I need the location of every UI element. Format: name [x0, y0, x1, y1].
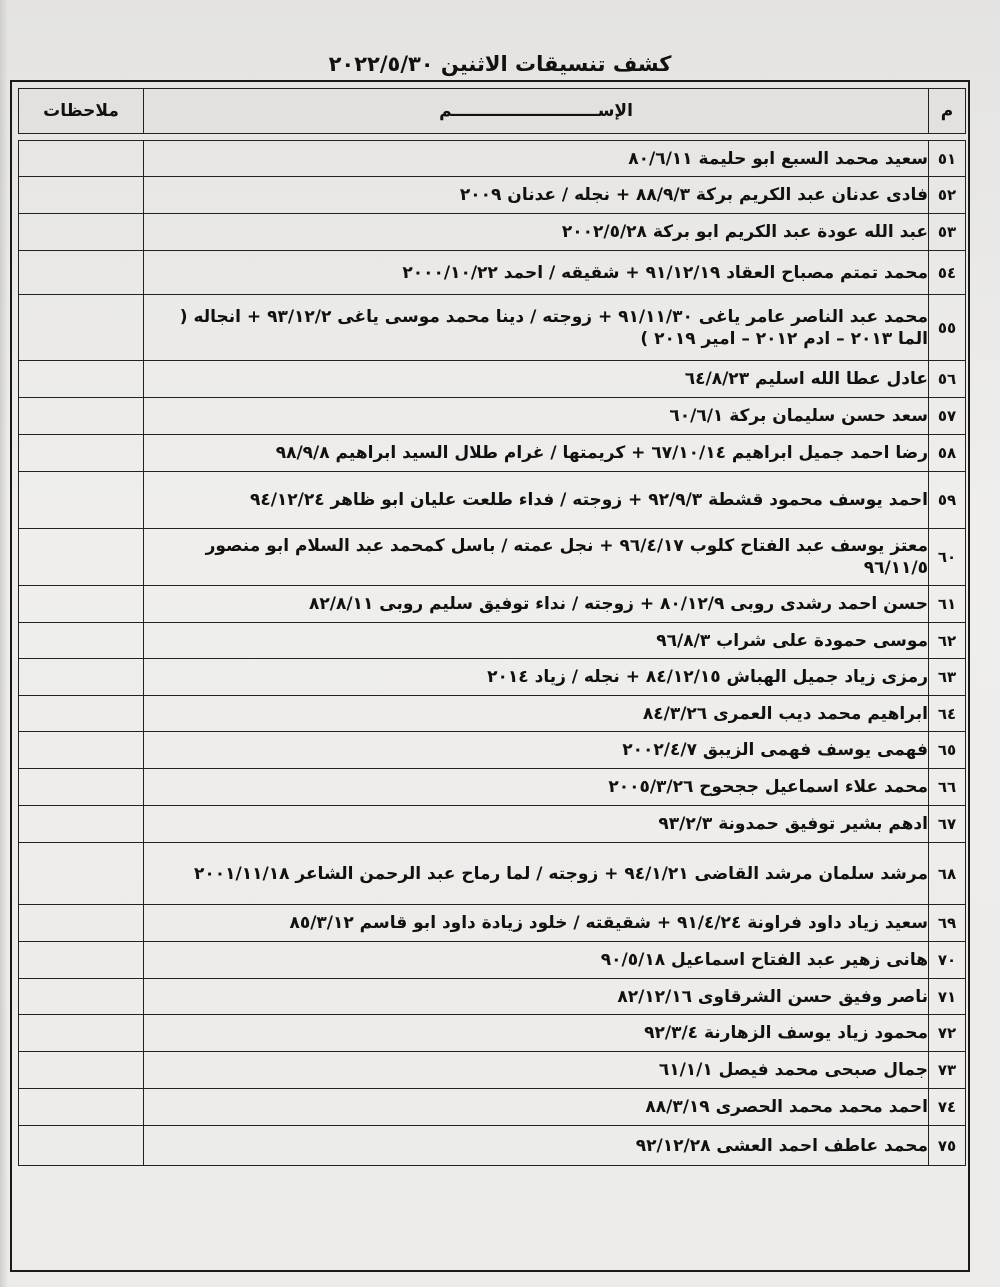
row-notes: [19, 696, 144, 732]
table-row: [19, 1089, 966, 1126]
table-row: [19, 295, 966, 361]
row-name: معتز يوسف عبد الفتاح كلوب ٩٦/٤/١٧ + نجل عمته / باسل كمحمد عبد السلام ابو منصور ٩٦/١١/٥: [144, 529, 929, 586]
row-name: عبد الله عودة عبد الكريم ابو بركة ٢٠٠٢/٥/٢٨: [144, 214, 929, 251]
row-notes: [19, 905, 144, 942]
table-row: [19, 361, 966, 398]
row-name: سعيد محمد السبع ابو حليمة ٨٠/٦/١١: [144, 141, 929, 177]
row-notes: [19, 659, 144, 696]
row-notes: [19, 623, 144, 659]
row-number: ٧٣: [929, 1052, 966, 1089]
row-name: ادهم بشير توفيق حمدونة ٩٣/٢/٣: [144, 806, 929, 843]
row-notes: [19, 1089, 144, 1126]
table-row: [19, 398, 966, 435]
row-number: ٦٧: [929, 806, 966, 843]
table-row: [19, 251, 966, 295]
table-row: [19, 769, 966, 806]
table-row: [19, 979, 966, 1015]
row-name: احمد يوسف محمود قشطة ٩٢/٩/٣ + زوجته / فداء طلعت عليان ابو ظاهر ٩٤/١٢/٢٤: [144, 472, 929, 529]
row-notes: [19, 843, 144, 905]
row-notes: [19, 472, 144, 529]
table-row: [19, 843, 966, 905]
row-number: ٥٢: [929, 177, 966, 214]
row-name: رضا احمد جميل ابراهيم ٦٧/١٠/١٤ + كريمتها / غرام طلال السيد ابراهيم ٩٨/٩/٨: [144, 435, 929, 472]
table-row: [19, 1015, 966, 1052]
row-notes: [19, 1015, 144, 1052]
row-notes: [19, 177, 144, 214]
row-notes: [19, 942, 144, 979]
row-name: ابراهيم محمد ديب العمرى ٨٤/٣/٢٦: [144, 696, 929, 732]
row-name: فادى عدنان عبد الكريم بركة ٨٨/٩/٣ + نجله / عدنان ٢٠٠٩: [144, 177, 929, 214]
page-edge-shadow: [0, 0, 8, 1287]
table-row: [19, 732, 966, 769]
row-name: محمد عبد الناصر عامر ياغى ٩١/١١/٣٠ + زوجته / دينا محمد موسى ياغى ٩٣/١٢/٢ + انجاله ( الما ٢٠١٣ – ادم ٢٠١٢ – امير ٢٠١٩ ): [144, 295, 929, 361]
table-row: [19, 1126, 966, 1166]
row-name: محمد علاء اسماعيل ججحوح ٢٠٠٥/٣/٢٦: [144, 769, 929, 806]
row-name: سعيد زياد داود فراونة ٩١/٤/٢٤ + شقيقته / خلود زيادة داود ابو قاسم ٨٥/٣/١٢: [144, 905, 929, 942]
row-number: ٦٣: [929, 659, 966, 696]
row-notes: [19, 361, 144, 398]
row-notes: [19, 435, 144, 472]
row-number: ٥٦: [929, 361, 966, 398]
row-notes: [19, 1126, 144, 1166]
table-row: [19, 696, 966, 732]
table-row: [19, 472, 966, 529]
row-number: ٦٩: [929, 905, 966, 942]
table-row: [19, 529, 966, 586]
document-title: كشف تنسيقات الاثنين ٢٠٢٢/٥/٣٠: [328, 52, 672, 76]
header-name: الإســـــــــــــــــــــــــم: [144, 89, 929, 134]
row-notes: [19, 1052, 144, 1089]
row-name: محمود زياد يوسف الزهارنة ٩٢/٣/٤: [144, 1015, 929, 1052]
row-notes: [19, 295, 144, 361]
row-number: ٧٥: [929, 1126, 966, 1166]
row-notes: [19, 398, 144, 435]
row-number: ٦٨: [929, 843, 966, 905]
row-notes: [19, 529, 144, 586]
row-name: حسن احمد رشدى روبى ٨٠/١٢/٩ + زوجته / نداء توفيق سليم روبى ٨٢/٨/١١: [144, 586, 929, 623]
names-table: [18, 88, 966, 1166]
row-number: ٥٧: [929, 398, 966, 435]
row-notes: [19, 586, 144, 623]
row-name: فهمى يوسف فهمى الزيبق ٢٠٠٢/٤/٧: [144, 732, 929, 769]
table-row: [19, 214, 966, 251]
header-number: م: [929, 89, 966, 134]
row-number: ٥٣: [929, 214, 966, 251]
table-row: [19, 659, 966, 696]
row-number: ٧٢: [929, 1015, 966, 1052]
row-name: مرشد سلمان مرشد القاضى ٩٤/١/٢١ + زوجته / لما رماح عبد الرحمن الشاعر ٢٠٠١/١١/١٨: [144, 843, 929, 905]
row-number: ٧٠: [929, 942, 966, 979]
table-row: [19, 435, 966, 472]
row-number: ٧٤: [929, 1089, 966, 1126]
table-row: [19, 1052, 966, 1089]
row-number: ٦٥: [929, 732, 966, 769]
row-number: ٥٨: [929, 435, 966, 472]
row-number: ٥٥: [929, 295, 966, 361]
row-name: محمد تمتم مصباح العقاد ٩١/١٢/١٩ + شقيقه / احمد ٢٠٠٠/١٠/٢٢: [144, 251, 929, 295]
table-row: [19, 623, 966, 659]
row-number: ٦١: [929, 586, 966, 623]
row-name: موسى حمودة على شراب ٩٦/٨/٣: [144, 623, 929, 659]
row-notes: [19, 979, 144, 1015]
row-name: عادل عطا الله اسليم ٦٤/٨/٢٣: [144, 361, 929, 398]
row-notes: [19, 251, 144, 295]
row-number: ٥١: [929, 141, 966, 177]
table-row: [19, 586, 966, 623]
row-name: رمزى زياد جميل الهباش ٨٤/١٢/١٥ + نجله / زياد ٢٠١٤: [144, 659, 929, 696]
row-number: ٦٠: [929, 529, 966, 586]
row-name: احمد محمد محمد الحصرى ٨٨/٣/١٩: [144, 1089, 929, 1126]
row-notes: [19, 141, 144, 177]
row-notes: [19, 214, 144, 251]
row-number: ٦٤: [929, 696, 966, 732]
table-row: [19, 177, 966, 214]
table-body: [19, 141, 966, 1166]
row-name: محمد عاطف احمد العشى ٩٢/١٢/٢٨: [144, 1126, 929, 1166]
row-number: ٥٤: [929, 251, 966, 295]
table-row: [19, 806, 966, 843]
row-name: سعد حسن سليمان بركة ٦٠/٦/١: [144, 398, 929, 435]
row-number: ٦٦: [929, 769, 966, 806]
row-number: ٥٩: [929, 472, 966, 529]
row-notes: [19, 769, 144, 806]
table-row: [19, 942, 966, 979]
row-name: جمال صبحى محمد فيصل ٦١/١/١: [144, 1052, 929, 1089]
header-notes: ملاحظات: [19, 89, 144, 134]
header-gap: [19, 134, 966, 141]
row-name: ناصر وفيق حسن الشرقاوى ٨٢/١٢/١٦: [144, 979, 929, 1015]
table-row: [19, 141, 966, 177]
row-number: ٧١: [929, 979, 966, 1015]
row-notes: [19, 732, 144, 769]
table-header-row: [19, 89, 966, 134]
row-name: هانى زهير عبد الفتاح اسماعيل ٩٠/٥/١٨: [144, 942, 929, 979]
row-number: ٦٢: [929, 623, 966, 659]
row-notes: [19, 806, 144, 843]
table-row: [19, 905, 966, 942]
